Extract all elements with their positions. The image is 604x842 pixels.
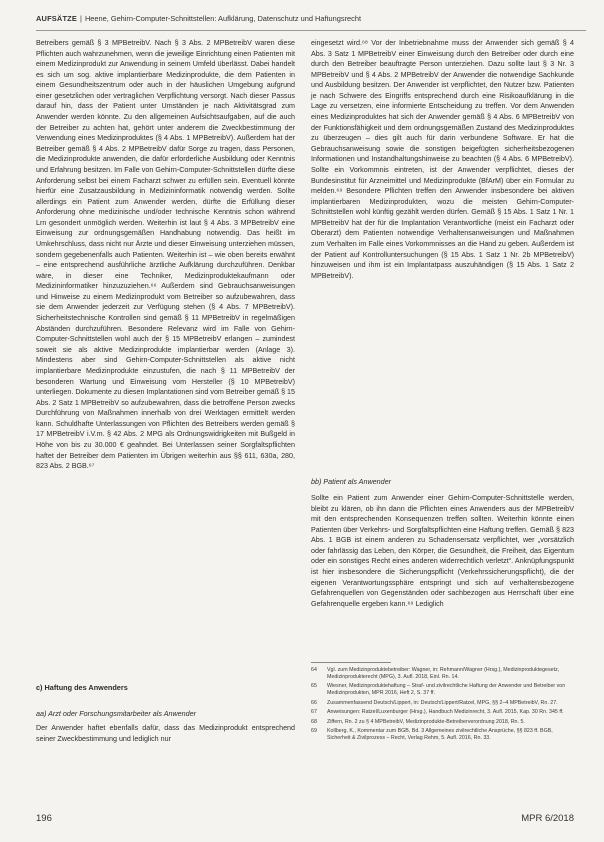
footnote: [311, 719, 574, 726]
header-title: Heene, Gehirn-Computer-Schnittstellen: Aufklärung, Datenschutz und Haftungsrecht: [84, 14, 362, 23]
footnote: [311, 683, 574, 697]
subsection-heading-bb: bb) Patient als Anwender: [311, 477, 392, 486]
header-rule: [36, 30, 586, 31]
subsection-heading-aa: aa) Arzt oder Forschungsmitarbeiter als Anwender: [36, 709, 197, 718]
footnote: [311, 709, 574, 716]
footnote: [311, 667, 574, 681]
left-column-tail-paragraph: Der Anwender haftet ebenfalls dafür, dass das Medizinprodukt entsprechend seiner Zweckbestimmung und lediglich nur: [36, 724, 295, 743]
left-column-paragraph: Betreibers gemäß § 3 MPBetreibV. Nach § 3 Abs. 2 MPBetreibV waren diese Pflichten auch wahrzunehmen, wenn die jeweilige Einrichtung einen Patienten mit einem Medizinprodukt zur Anwendung in seinem Umfeld überlässt. Dabei handelt es sich um sog. aktive implantierbare Medizinprodukte, die dem Patienten in einem Gesundheitszentrum oder auch in der häuslichen Umgebung aufgrund einer gesetzlichen oder vertraglichen Verpflichtung versorgt. Nach dieser Passus darauf hin, dass der Patient unter Umständen je nach Aktivitätsgrad zum Anwender werden könnte. Zu den allgemeinen Aufsichtsaufgaben, auf die auch der Betreiber zu achten hat, gehört unter anderem die Zweckbestimmung der Verwendung eines Medizinproduktes (§ 4 Abs. 1 MPBetreibV). Außerdem hat der Betreiber gemäß § 4 Abs. 2 MPBetreibV dafür Sorge zu tragen, dass Personen, die Medizinprodukte anwenden, die dafür erforderliche Ausbildung oder Kenntnis und Erfahrung besitzen. Im Falle von Gehirn-Computer-Schnittstellen dürfte diese Anforderung selbst bei einem Facharzt schwer zu erfüllen sein. Eventuell könnte hierfür eine Zusatzausbildung in Medizininformatik notwendig werden. Sollte allerdings ein Patient zum Anwender werden, dürfte die Erfüllung dieser Anforderung ohne medizinische und/oder technische Kenntnis schon während Lrn gesondert unmöglich werden. Weiterhin ist laut § 4 Abs. 3 MPBetreibV eine Einweisung zur ordnungsgemäßen Handhabung notwendig. Das heißt im Umkehrschluss, dass nicht nur Ärzte und dieser Einweisung unterziehen müssen, sondern gegebenenfalls auch Patienten. Weiterhin ist – wie oben bereits erwähnt – eine entsprechend ausführliche ärztliche Aufklärung durchzuführen. Denkbar wäre, in dieser eine Techniker, Medizinproduktekaufmann oder Medizininformatiker hinzuzuziehen.⁶⁶ Außerdem sind Gebrauchsanweisungen und Hinweise zu einem Medizinprodukt vom Betreiber so aufzubewahren, dass sie dem Anwender jederzeit zur Verfügung stehen (§ 4 Abs. 7 MPBetreibV). Sicherheitstechnische Kontrollen sind gemäß § 11 MPBetreibV in regelmäßigen Abständen durchzuführen. Besondere Relevanz wird im Falle von Gehirn-Computer-Schnittstellen wohl auch der § 15 MPBetreibV erlangen – zumindest soweit sie als aktive Medizinprodukte implantierbar werden (Anlage 3). Mindestens aber sind Gehirn-Computer-Schnittstellen als aktive nicht implantierbare Medizinprodukte einzustufen, die nach § 11 MPBetreibV der besonderen Wartung und Einweisung vom Hersteller (§ 10 MPBetreibV) unterliegen. Dokumente zu diesen Implantationen sind vom Betreiber gemäß § 15 Abs. 2 Satz 1 MPBetreibV so aufzubewahren, dass die betroffene Person zwecks Durchführung von Maßnahmen innerhalb von drei Werktagen ermittelt werden kann. Schuldhafte Unterlassungen von Pflichten des Betreibers werden gemäß § 17 MPBetreibV i.V.m. § 42 Abs. 2 MPG als Ordnungswidrigkeiten mit Bußgeld in Höhe von bis zu 30.000 € geahndet. Bei Unterlassen seiner Sorgfaltspflichten haftet der Betreiber dem Patienten im Übrigen weiterhin aus §§ 611, 630a, 280, 823 Abs. 2 BGB.⁶⁷: [36, 39, 295, 471]
footnote-text: Kollberg, K., Kommentar zum BGB, Bd. 3 Allgemeines zivilrechtliche Ansprüche, §§ 823 ff. BGB, Sicherheit & Zivilprozess – Recht, Verlag Rehm, 5. Aufl. 2016, Rn. 33.: [327, 727, 553, 741]
right-column-text: [311, 38, 574, 281]
footnote-number: 68: [311, 718, 317, 725]
section-heading-c: c) Haftung des Anwenders: [36, 683, 128, 692]
footnote-rule: [311, 662, 391, 663]
footnote-number: 67: [311, 709, 317, 716]
right-column-paragraph: eingesetzt wird.⁶⁸ Vor der Inbetriebnahme muss der Anwender sich gemäß § 4 Abs. 3 Satz 1 MPBetreibV einer Einweisung durch den Betreiber oder durch eine durch den Betreiber beauftragte Person unterziehen. Dazu sollte laut § 3 Nr. 3 MPBetreibV und § 4 Abs. 2 MPBetreibV der Anwender die notwendige Sachkunde und Ausbildung besitzen. Der Anwender ist verpflichtet, den Nutzer bzw. Patienten je nach Schwere des Eingriffs entsprechend durch eine Risikoaufklärung in die Lage zu versetzen, eine informierte Entscheidung zu treffen. Vor dem Anwenden eines Medizinproduktes hat sich der Anwender gemäß § 4 Abs. 6 MPBetreibV von der Funktionsfähigkeit und dem ordnungsgemäßen Zustand des Medizinproduktes zu überzeugen – dies gilt auch für darin verbundene Software. Er hat die Gebrauchsanweisung sowie die sonstigen beigefügten sicherheitsbezogenen Informationen und Instandhaltungshinweise zu beachten (§ 4 Abs. 6 MPBetreibV). Sollte ein Vorkommnis eintreten, ist der Anwender verpflichtet, dieses der Bundesinstitut für Arzneimittel und Medizinprodukte (BfArM) über ein Formular zu melden.⁶⁹ Besondere Pflichten treffen den Anwender insbesondere bei aktiven implantierbaren Medizinprodukten, wozu die meisten Gehirn-Computer-Schnittstellen wohl künftig gezählt werden dürfen. Gemäß § 15 Abs. 1 Satz 1 Nr. 1 MPBetreibV hat der für die Implantation Verantwortliche (meist ein Facharzt oder Oberarzt) dem Patienten notwendige Verhaltensanweisungen und Maßnahmen zum Verhalten im Falle eines Vorkommnisses an die Hand zu geben. Außerdem ist der Patient auf Kontrolluntersuchungen (§ 15 Abs. 1 Satz 1 Nr. 2b MPBetreibV) hinzuweisen und ihm ist ein Implantatpass auszuhändigen (§ 15 Abs. 1 Satz 2 MPBetreibV).: [311, 39, 574, 280]
footnote-text: Anweisungen: Ratzel/Luxenburger (Hrsg.), Handbuch Medizinrecht, 3. Aufl. 2015, Kap. 30 Rn. 345 ff.: [327, 709, 564, 716]
footnote-number: 64: [311, 667, 317, 673]
right-column-lower-paragraph: Sollte ein Patient zum Anwender einer Gehirn-Computer-Schnittstelle werden, bleibt zu klären, ob ihn dann die Pflichten eines Anwenders aus der MPBetreibV mit den entsprechenden Konsequenzen treffen sollten. Weiterhin könnte einen Patienten über Verkehrs- und Sorgfaltspflichten eine Haftung treffen. Gemäß § 823 Abs. 1 BGB ist einem anderen zu Schadensersatz verpflichtet, wer „vorsätzlich oder fahrlässig das Leben, den Körper, die Gesundheit, die Freiheit, das Eigentum oder ein sonstiges Recht eines anderen widerrechtlich verletzt“. Anknüpfungspunkt ist hier insbesondere die Sicherungspflicht (Verkehrssicherungspflicht), die der eigenen Verantwortungssphäre entspringt und sich auf verhaltensbezogene Gefahrenquellen von Gegenständen oder sachbezogen aus Herrschaft über eine Gefahrenquelle ergeben kann.⁶⁹ Lediglich: [311, 494, 574, 608]
footnote-text: Zusammenfassend Deutsch/Lippert, in: Deutsch/Lippert/Ratzel, MPG, §§ 2–4 MPBetreibV, Rn. 27.: [327, 699, 558, 706]
footnote-number: 69: [311, 727, 317, 734]
header-section: AUFSÄTZE: [36, 14, 78, 23]
footnotes: [311, 667, 574, 744]
journal-issue: MPR 6/2018: [521, 813, 574, 824]
footnote: [311, 700, 574, 707]
header-separator: |: [80, 14, 82, 23]
footnote-text: Wiesner, Medizinproduktehaftung – Straf- und zivilrechtliche Haftung der Anwender und Betreiber von Medizinprodukten, MPR 2016, Heft 2, S. 37 ff.: [327, 683, 566, 697]
page-number: 196: [36, 813, 52, 824]
left-column-text: [36, 38, 295, 472]
running-header: [36, 14, 584, 28]
footnote-number: 66: [311, 699, 317, 706]
footnote-text: Vgl. zum Medizinproduktebetreiber: Wagner, in: Rehmann/Wagner (Hrsg.), Medizinproduktegesetz, Medizinprodukterecht (MPG), 3. Aufl. 2018, Einl. Rn. 14.: [327, 667, 560, 680]
footnote: [311, 728, 574, 742]
footnote-text: Ziffern, Rn. 2 zu § 4 MPBetreibV, Medizinprodukte-Betreiberverordnung 2018, Rn. 5.: [327, 718, 525, 725]
footnote-number: 65: [311, 683, 317, 690]
